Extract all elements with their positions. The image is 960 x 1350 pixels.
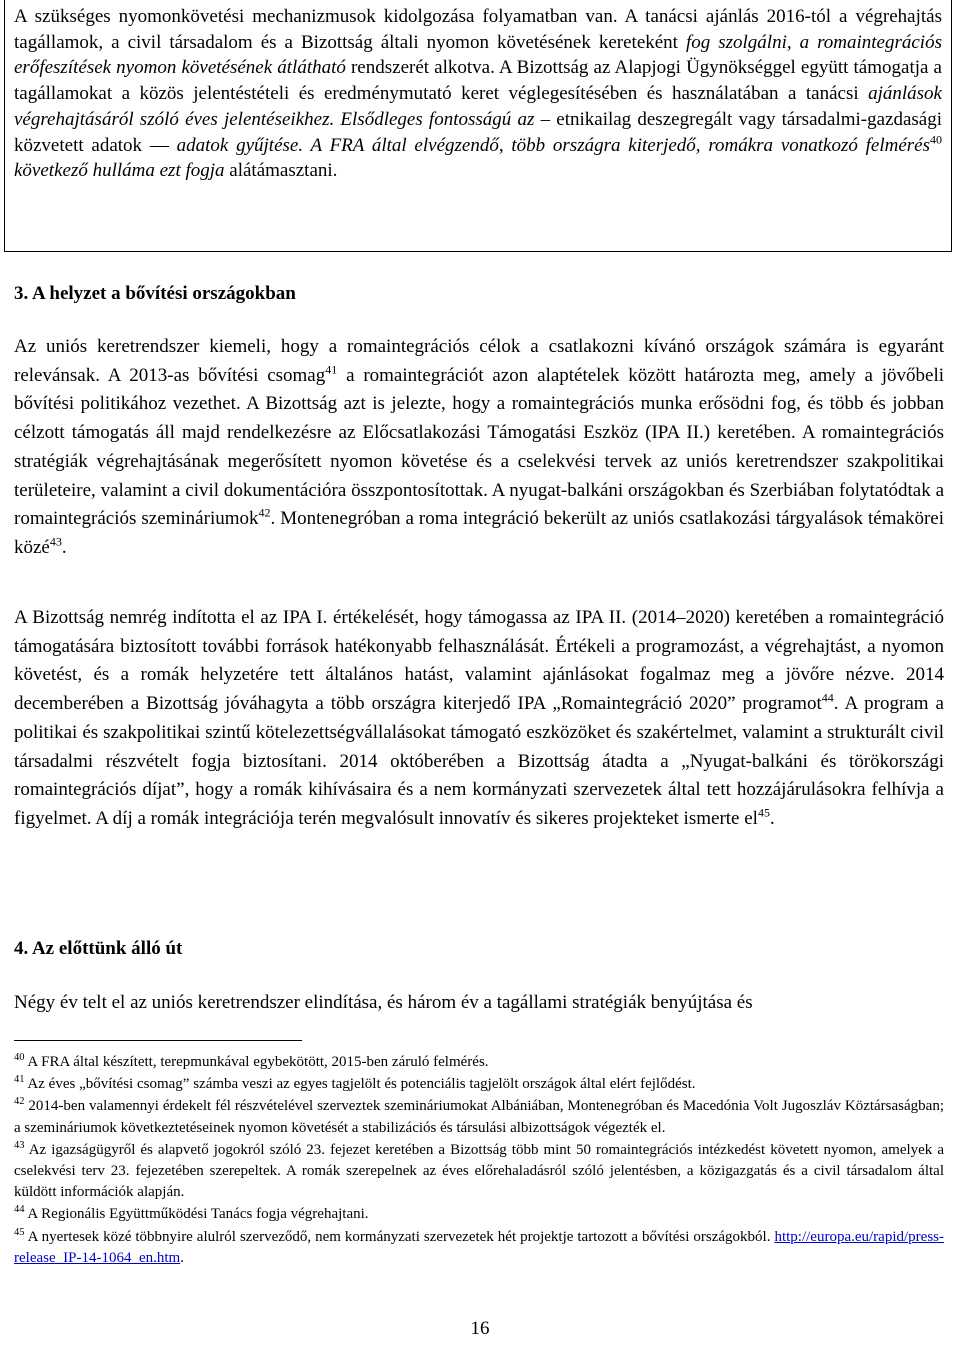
footnote-41: $^{41}$ Az éves „bővítési csomag” számba veszi az egyes tagjelölt és potenciális tagjelölt országok által elért fejlődést. (14, 1074, 696, 1093)
footnotes (14, 1052, 944, 1270)
section-3-paragraph-2: A Bizottság nemrég indította el az IPA I. értékelését, hogy támogassa az IPA II. (2014–2020) keretében a romaintegráció támogatására biztosított további források hatékonyabb felhasználását. Értékeli a programozást, a végrehajtást, a nyomon követést, és a romák helyzetére tett általános hatást, valamint ajánlásokat fogalmaz meg a jövőre nézve. 2014 decemberében a Bizottság jóváhagyta a több országra kiterjedő IPA „Romaintegráció 2020” programot$^{44}$. A program a politikai és szakpolitikai szintű kötelezettségvállalásokat támogató eszközöket és szakértelmet, valamint a strukturált civil társadalmi részvételt fogja biztosítani. 2014 októberében a Bizottság átadta a „Nyugat-balkáni és törökországi romaintegrációs díjat”, hogy a romák kihívásaira és a nem kormányzati szervezetek által tett hozzájárulásokra felhívja a figyelmet. A díj a romák integrációja terén megvalósult innovatív és sikeres projekteket ismerte $el^{45}$. (14, 607, 944, 829)
footnote-40: $^{40}$ A FRA által készített, terepmunkával egybekötött, 2015-ben záruló felmérés. (14, 1052, 489, 1070)
section-3-heading: 3. A helyzet a bővítési országokban (14, 283, 296, 304)
footnote-42: $^{42}$ 2014-ben valamennyi érdekelt fél részvételével szerveztek szemináriumokat Albániában, Montenegróban és Macedónia Volt Jugoszláv Köztársaságban; a szemináriumok következtetéseinek nyomon követését a stabilizációs és társulási albizottságok végezték el. (14, 1096, 944, 1136)
footnote-separator (14, 1040, 302, 1041)
box-text: A szükséges nyomonkövetési mechanizmusok kidolgozása folyamatban van. A tanácsi ajánlás 2016-tól a végrehajtás tagállamok, a civil társadalom és a Bizottság általi nyomon követésének kereteként fog szolgálni, a romaintegrációs erőfeszítések nyomon követésének átlátható rendszerét alkotva. A Bizottság az Alapjogi Ügynökséggel együtt támogatja a tagállamokat a közös jelentéstételi és eredménymutató keret véglegesítésében és használatában a tanácsi ajánlások végrehajtásáról szóló éves jelentéseikhez. Elsődleges fontosságú az – etnikailag deszegregált vagy társadalmi-gazdasági közvetett adatok — adatok gyűjtése. A FRA által elvégzendő, több országra kiterjedő, romákra vonatkozó felmérés$^{40}$ következő hulláma ezt fogja alátámasztani. (14, 6, 943, 182)
footnote-ref-44[interactable]: 44 (821, 690, 834, 705)
section-4-heading: 4. Az előttünk álló út (14, 938, 183, 959)
page-number: 16 (470, 1318, 490, 1339)
press-release-link[interactable]: http://europa.eu/rapid/press-release_IP-14-1064_en.htm (14, 1228, 944, 1266)
footnote-45: $^{45}$ A nyertesek közé többnyire alulról szerveződő, nem kormányzati szervezetek hét projektje tartozott a bővítési országokból. http://europa.eu/rapid/press-release_IP-14-1064_en.htm. (14, 1226, 944, 1266)
section-3-paragraph-1: Az uniós keretrendszer kiemeli, hogy a romaintegrációs célok a csatlakozni kívánó országok számára is egyaránt relevánsak. A 2013-as bővítési csomag$^{41}$ a romaintegrációt azon alaptételek között határozta meg, amely a jövőbeli bővítési politikához vezethet. A Bizottság azt is jelezte, hogy a romaintegrációs munka erősödni fog, és több és jobban célzott támogatás áll majd rendelkezésre az Előcsatlakozási Támogatási Eszköz (IPA II.) keretében. A romaintegrációs stratégiák végrehajtásának megerősített nyomon követése és a cselekvési tervek az uniós keretrendszer szakpolitikai területeire, valamint a civil dokumentációra összpontosítottak. A nyugat-balkáni országokban és Szerbiában folytatódtak a romaintegrációs szemináriumok$^{42}$. Montenegróban a roma integráció bekerült az uniós csatlakozási tárgyalások témakörei közé$^{43}$. (14, 336, 944, 558)
footnote-ref-42[interactable]: 42 (258, 505, 271, 520)
footnote-ref-41[interactable]: 41 (325, 362, 338, 377)
footnote-43: $^{43}$ Az igazságügyről és alapvető jogokról szóló 23. fejezet keretében a Bizottság több mint 50 romaintegrációs intézkedést követett nyomon, amelyek a cselekvési terv 23. fejezetében szerepeltek. A romák szerepelnek az éves előrehaladásról szóló jelentésben, a közigazgatás és a civil társadalom által küldött információk alapján. (14, 1139, 944, 1201)
footnote-44: $^{44}$ A Regionális Együttműködési Tanács fogja végrehajtani. (14, 1204, 369, 1223)
footnote-ref-43[interactable]: 43 (49, 534, 62, 549)
boxed-paragraph (4, 0, 952, 252)
section-4-paragraph-1: Négy év telt el az uniós keretrendszer elindítása, és három év a tagállami stratégiák benyújtása és (14, 992, 753, 1013)
footnote-ref-40[interactable]: 40 (930, 132, 943, 147)
footnote-ref-45[interactable]: 45 (757, 805, 770, 820)
